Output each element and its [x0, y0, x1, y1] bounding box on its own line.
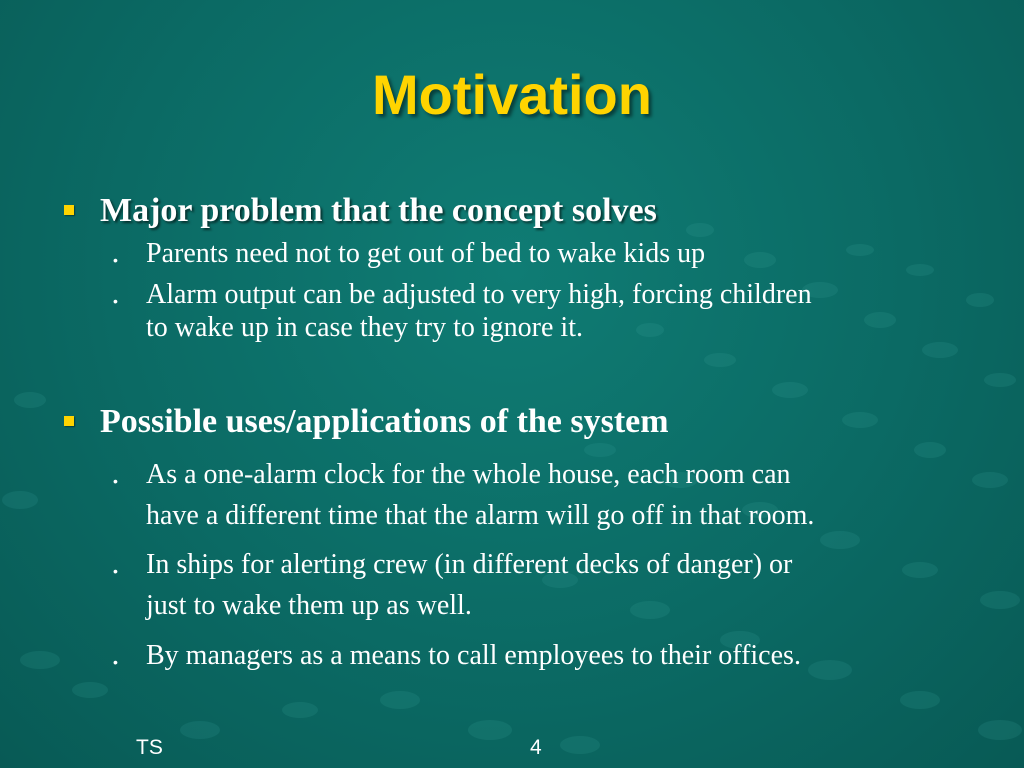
list-item: Alarm output can be adjusted to very high, forcing children — [146, 279, 812, 310]
footer-author: TS — [136, 736, 163, 759]
list-item-continuation: just to wake them up as well. — [146, 590, 472, 621]
dot-bullet-icon: • — [113, 473, 118, 489]
list-item: In ships for alerting crew (in different decks of danger) or — [146, 549, 793, 580]
list-item: By managers as a means to call employees to their offices. — [146, 640, 801, 671]
list-item-continuation: have a different time that the alarm will go off in that room. — [146, 500, 815, 531]
dot-bullet-icon: • — [113, 563, 118, 579]
section-heading-problem: Major problem that the concept solves — [100, 192, 657, 229]
slide-title: Motivation — [372, 63, 652, 126]
square-bullet-icon — [64, 205, 74, 215]
dot-bullet-icon: • — [113, 293, 118, 309]
dot-bullet-icon: • — [113, 252, 118, 268]
square-bullet-icon — [64, 416, 74, 426]
list-item: Parents need not to get out of bed to wake kids up — [146, 238, 706, 269]
dot-bullet-icon: • — [113, 654, 118, 670]
list-item: As a one-alarm clock for the whole house, each room can — [146, 459, 791, 490]
page-number: 4 — [530, 736, 542, 759]
list-item-continuation: to wake up in case they try to ignore it. — [146, 312, 583, 343]
section-heading-uses: Possible uses/applications of the system — [100, 403, 669, 440]
